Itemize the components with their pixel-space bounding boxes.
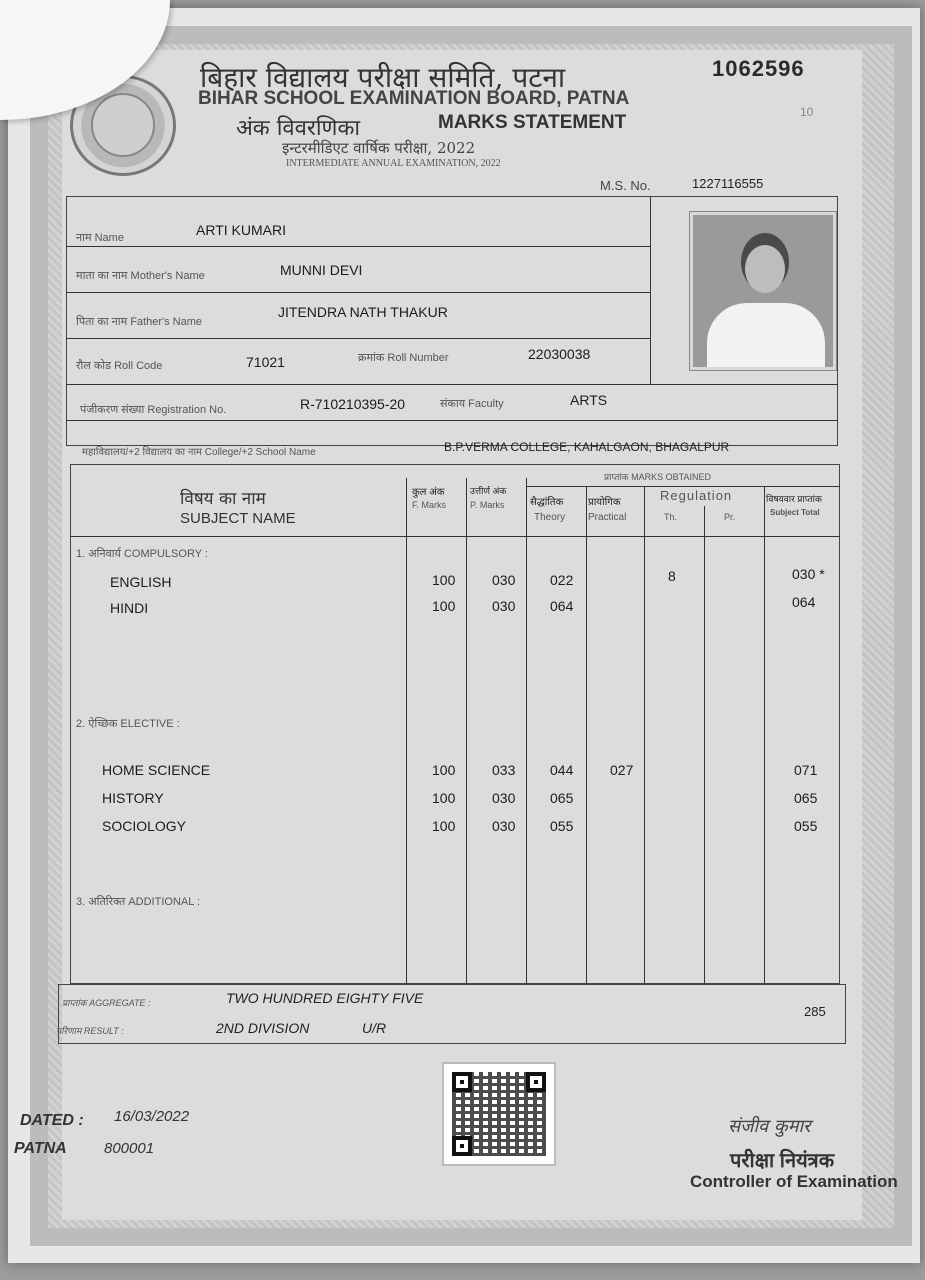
dated-label: DATED :	[20, 1112, 84, 1129]
subject-name: HINDI	[110, 600, 149, 616]
subject-name: HISTORY	[102, 790, 164, 806]
faculty-label: संकाय Faculty	[440, 398, 504, 410]
faculty: ARTS	[570, 392, 608, 408]
aggregate-in-words: TWO HUNDRED EIGHTY FIVE	[226, 990, 424, 1006]
aggregate-label: प्राप्तांक AGGREGATE :	[62, 998, 151, 1008]
full-marks-header-hindi: कुल अंक	[412, 487, 445, 498]
mother-name: MUNNI DEVI	[280, 262, 363, 278]
section-additional: 3. अतिरिक्त ADDITIONAL :	[76, 896, 201, 908]
subject-total-header-hindi: विषयवार प्राप्तांक	[766, 494, 822, 504]
result-division: 2ND DIVISION	[216, 1020, 310, 1036]
practical-header: Practical	[588, 512, 627, 523]
controller-title: Controller of Examination	[690, 1172, 898, 1191]
result-remark: U/R	[362, 1020, 387, 1036]
qr-code	[442, 1062, 556, 1166]
roll-code: 71021	[246, 354, 285, 370]
college-label: महाविद्यालय/+2 विद्यालय का नाम College/+2 School Name	[82, 447, 316, 458]
full-marks: 100	[432, 790, 456, 806]
place: PATNA	[14, 1140, 67, 1157]
regulation-practical-header: Pr.	[724, 512, 736, 522]
pass-marks-header: P. Marks	[470, 500, 505, 510]
college-name: B.P.VERMA COLLEGE, KAHALGAON, BHAGALPUR	[444, 440, 730, 454]
name-label: नाम Name	[76, 232, 124, 244]
subject-total: 071	[794, 762, 818, 778]
student-name: ARTI KUMARI	[196, 222, 286, 238]
regulation-header: Regulation	[660, 488, 733, 503]
theory-header-hindi: सैद्धांतिक	[530, 497, 564, 508]
subject-header: SUBJECT NAME	[180, 510, 296, 527]
board-name: BIHAR SCHOOL EXAMINATION BOARD, PATNA	[198, 88, 630, 109]
ms-number-label: M.S. No.	[600, 178, 651, 193]
theory-marks: 022	[550, 572, 574, 588]
result-label: परिणाम RESULT :	[56, 1026, 124, 1036]
theory-marks: 064	[550, 598, 574, 614]
pass-marks: 033	[492, 762, 516, 778]
subject-total: 064	[792, 594, 816, 610]
serial-number: 1062596	[712, 56, 805, 81]
roll-number: 22030038	[528, 346, 591, 362]
controller-title-hindi: परीक्षा नियंत्रक	[730, 1150, 835, 1172]
pin-code: 800001	[104, 1140, 155, 1157]
subject-total: 055	[794, 818, 818, 834]
regulation-theory-marks: 8	[668, 568, 676, 584]
section-compulsory: 1. अनिवार्य COMPULSORY :	[76, 548, 208, 560]
doc-title: MARKS STATEMENT	[438, 112, 627, 133]
exam-name: INTERMEDIATE ANNUAL EXAMINATION, 2022	[286, 158, 501, 169]
ms-number: 1227116555	[692, 176, 764, 191]
regulation-theory-header: Th.	[664, 512, 678, 522]
theory-marks: 044	[550, 762, 574, 778]
exam-name-hindi: इन्टरमीडिएट वार्षिक परीक्षा, 2022	[282, 139, 476, 157]
subject-name: HOME SCIENCE	[102, 762, 211, 778]
subject-name: SOCIOLOGY	[102, 818, 187, 834]
registration-number: R-710210395-20	[300, 396, 406, 412]
practical-marks: 027	[610, 762, 634, 778]
father-name-label: पिता का नाम Father's Name	[76, 316, 203, 328]
subject-name: ENGLISH	[110, 574, 172, 590]
issue-date: 16/03/2022	[114, 1108, 190, 1125]
pass-marks: 030	[492, 790, 516, 806]
subject-total: 065	[794, 790, 818, 806]
roll-number-label: क्रमांक Roll Number	[358, 352, 449, 364]
subject-header-hindi: विषय का नाम	[180, 489, 266, 509]
registration-label: पंजीकरण संख्या Registration No.	[80, 404, 227, 416]
student-photo	[690, 212, 836, 370]
theory-marks: 055	[550, 818, 574, 834]
result-box	[58, 984, 846, 1044]
full-marks: 100	[432, 572, 456, 588]
board-title-hindi: बिहार विद्यालय परीक्षा समिति, पटना	[200, 61, 566, 94]
father-name: JITENDRA NATH THAKUR	[278, 304, 448, 320]
pass-marks: 030	[492, 598, 516, 614]
pass-marks: 030	[492, 818, 516, 834]
full-marks: 100	[432, 598, 456, 614]
pass-marks: 030	[492, 572, 516, 588]
full-marks: 100	[432, 818, 456, 834]
theory-header: Theory	[534, 512, 566, 523]
corner-mark: 10	[800, 105, 814, 119]
theory-marks: 065	[550, 790, 574, 806]
roll-code-label: रौल कोड Roll Code	[76, 360, 163, 372]
aggregate-marks: 285	[804, 1004, 826, 1019]
mother-name-label: माता का नाम Mother's Name	[76, 270, 205, 282]
marks-obtained-header: प्राप्तांक MARKS OBTAINED	[604, 472, 711, 482]
full-marks: 100	[432, 762, 456, 778]
controller-signature: संजीव कुमार	[728, 1116, 811, 1137]
pass-marks-header-hindi: उत्तीर्ण अंक	[470, 486, 507, 496]
subject-total-header: Subject Total	[770, 508, 820, 517]
section-elective: 2. ऐच्छिक ELECTIVE :	[76, 718, 180, 730]
doc-title-hindi: अंक विवरणिका	[236, 116, 361, 141]
practical-header-hindi: प्रायोगिक	[588, 497, 621, 508]
subject-total: 030 *	[792, 566, 825, 582]
full-marks-header: F. Marks	[412, 500, 447, 510]
